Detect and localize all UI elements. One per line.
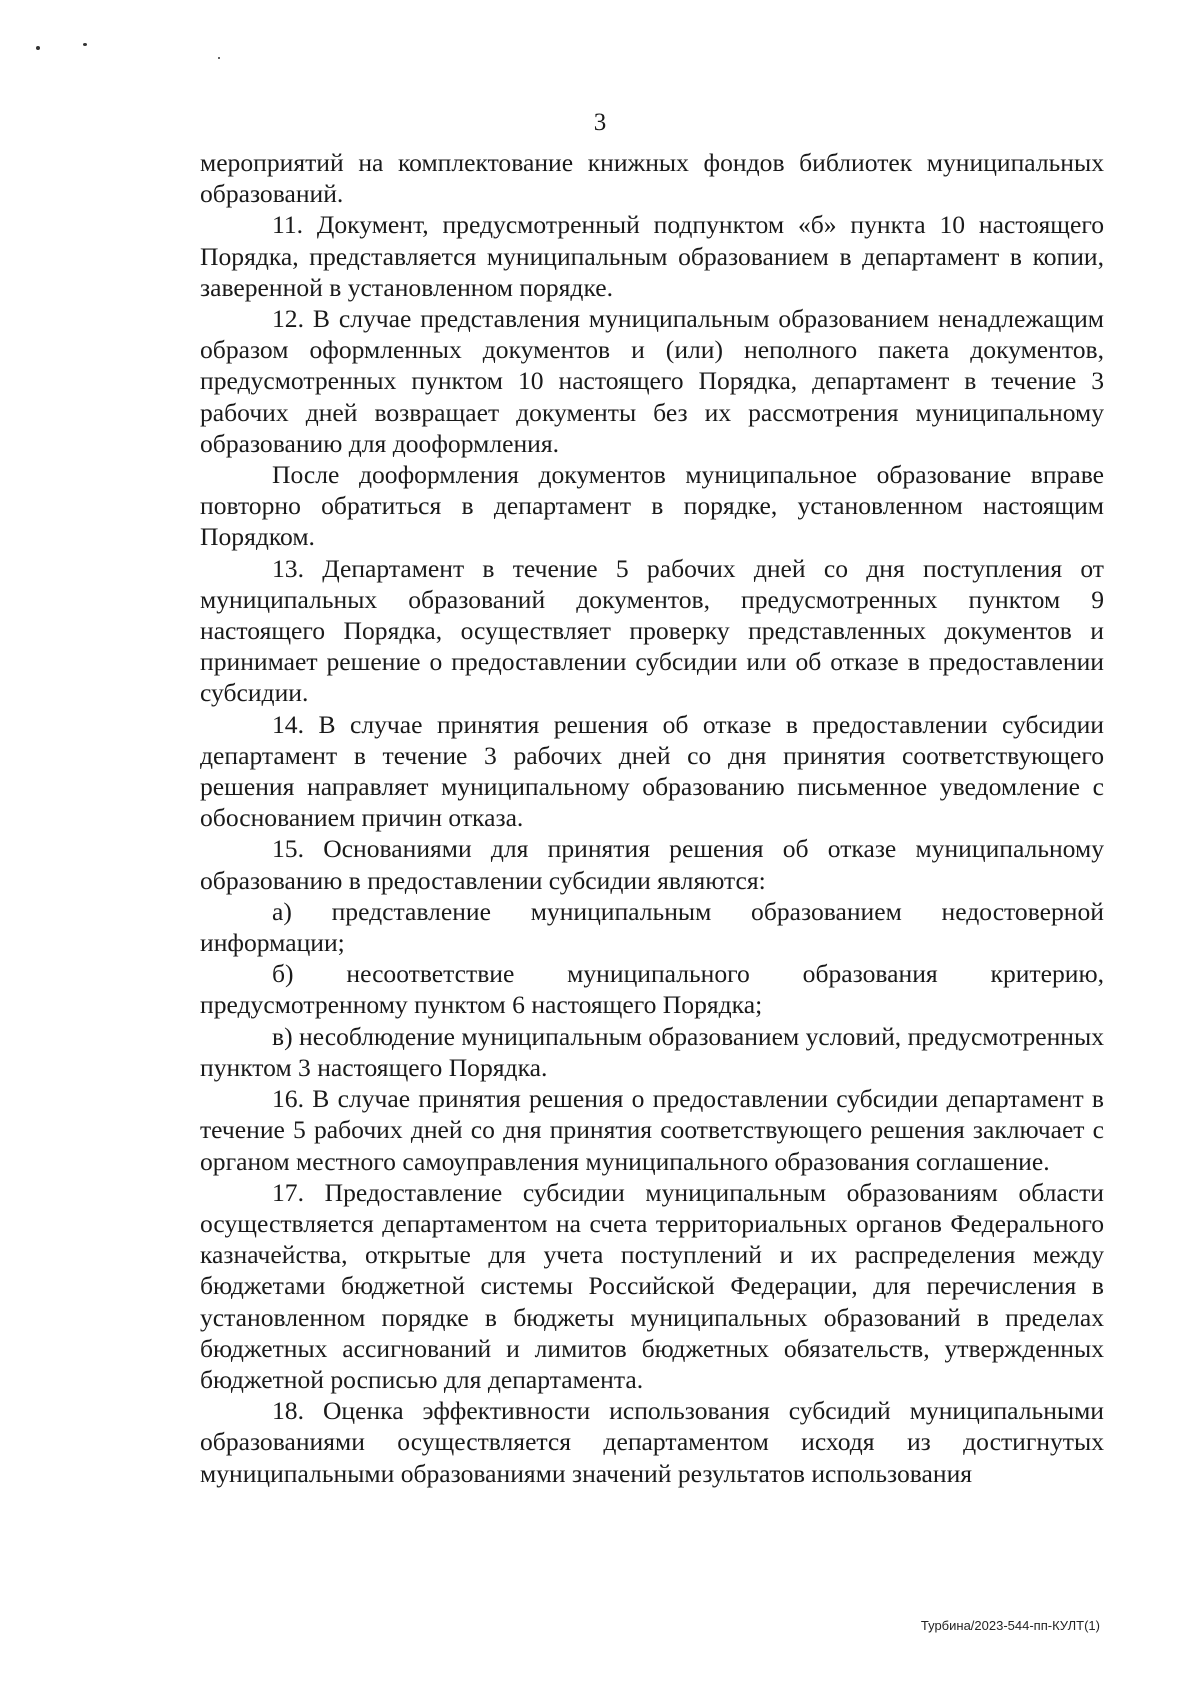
paragraph-15-b: б) несоответствие муниципального образования критерию, предусмотренному пунктом 6 настоящего Порядка; — [200, 959, 1104, 1020]
paragraph-11: 11. Документ, предусмотренный подпунктом «б» пункта 10 настоящего Порядка, представляется муниципальным образованием в департамент в копии, заверенной в установленном порядке. — [200, 210, 1104, 302]
paragraph-continuation: мероприятий на комплектование книжных фондов библиотек муниципальных образований. — [200, 148, 1104, 209]
paragraph-14: 14. В случае принятия решения об отказе в предоставлении субсидии департамент в течение 3 рабочих дней со дня принятия соответствующего решения направляет муниципальному образованию письменное уведомление с обоснованием причин отказа. — [200, 709, 1104, 833]
paragraph-18: 18. Оценка эффективности использования субсидий муниципальными образованиями осуществляется департаментом исходя из достигнутых муниципальными образованиями значений результатов использования — [200, 1396, 1104, 1488]
paragraph-15: 15. Основаниями для принятия решения об отказе муниципальному образованию в предоставлении субсидии являются: — [200, 834, 1104, 895]
paragraph-16: 16. В случае принятия решения о предоставлении субсидии департамент в течение 5 рабочих дней со дня принятия соответствующего решения заключает с органом местного самоуправления муниципального образования соглашение. — [200, 1084, 1104, 1176]
paragraph-12-note: После дооформления документов муниципальное образование вправе повторно обратиться в департамент в порядке, установленном настоящим Порядком. — [200, 460, 1104, 552]
scan-dot — [36, 46, 40, 50]
paragraph-15-v: в) несоблюдение муниципальным образованием условий, предусмотренных пунктом 3 настоящего Порядка. — [200, 1021, 1104, 1082]
paragraph-15-a: а) представление муниципальным образованием недостоверной информации; — [200, 896, 1104, 958]
paragraph-13: 13. Департамент в течение 5 рабочих дней со дня поступления от муниципальных образований документов, предусмотренных пунктом 9 настоящего Порядка, осуществляет проверку представленных документов и принимает решение о предоставлении субсидии или об отказе в предоставлении субсидии. — [200, 553, 1104, 708]
page-number: 3 — [593, 109, 607, 136]
paragraph-12: 12. В случае представления муниципальным образованием ненадлежащим образом оформленных документов и (или) неполного пакета документов, предусмотренных пунктом 10 настоящего Порядка, департамент в течение 3 рабочих дней возвращает документы без их рассмотрения муниципальному образованию для дооформления. — [200, 304, 1104, 458]
document-body — [200, 147, 1104, 1489]
paragraph-17: 17. Предоставление субсидии муниципальным образованиям области осуществляется департаментом на счета территориальных органов Федерального казначейства, открытые для учета поступлений и их распределения между бюджетами бюджетной системы Российской Федерации, для перечисления в установленном порядке в бюджеты муниципальных образований в пределах бюджетных ассигнований и лимитов бюджетных обязательств, утвержденных бюджетной росписью для департамента. — [200, 1177, 1104, 1394]
scan-dot — [218, 57, 220, 59]
scan-dot — [83, 43, 87, 46]
document-code: Турбина/2023-544-пп-КУЛТ(1) — [920, 1618, 1100, 1633]
